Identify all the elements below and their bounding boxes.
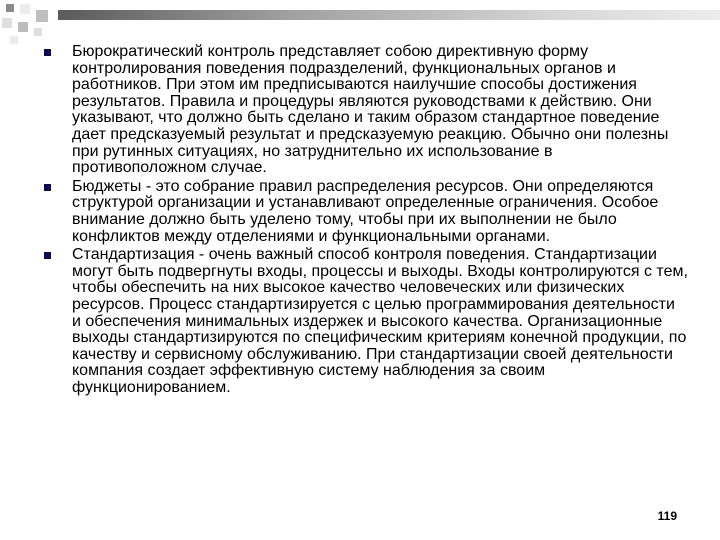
page-number: 119 (657, 509, 677, 523)
deco-square (18, 22, 28, 32)
bullet-item (40, 44, 688, 177)
bullet-text: Стандартизация - очень важный способ контроля поведения. Стандартизации могут быть подвергнуты входы, процессы и выходы. Входы контролируются с тем, чтобы обеспечить на них высокое качество человеческих или физических ресурсов. Процесс стандартизируется с целью программирования деятельности и обеспечения минимальных издержек и высокого качества. Организационные выходы стандартизируются по специфическим критериям конечной продукции, по качеству и сервисному обслуживанию. При стандартизации своей деятельности компания создает эффективную систему наблюдения за своим функционированием. (72, 246, 688, 396)
square-bullet-icon (44, 49, 51, 56)
bullet-text: Бюрократический контроль представляет собою директивную форму контролирования поведения подразделений, функциональных органов и работников. При этом им предписываются наилучшие способы достижения результатов. Правила и процедуры являются руководствами к действию. Они указывают, что должно быть сделано и таким образом стандартное поведение дает предсказуемый результат и предсказуемую реакцию. Обычно они полезны при рутинных ситуациях, но затруднительно их использование в противоположном случае. (72, 43, 669, 177)
bullet-list (40, 44, 688, 396)
deco-square (20, 4, 30, 14)
deco-square (36, 10, 48, 22)
square-bullet-icon (44, 184, 51, 191)
slide-content (40, 44, 688, 398)
deco-square (10, 36, 18, 44)
deco-gradient-band (58, 10, 720, 20)
deco-square (34, 28, 42, 36)
deco-square (2, 18, 12, 28)
bullet-item (40, 179, 688, 245)
deco-square (6, 4, 14, 12)
bullet-text: Бюджеты - это собрание правил распределения ресурсов. Они определяются структурой организации и устанавливают определенные ограничения. Особое внимание должно быть уделено тому, чтобы при их выполнении не было конфликтов между отделениями и функциональными органами. (72, 177, 659, 245)
square-bullet-icon (44, 252, 51, 259)
bullet-item (40, 247, 688, 396)
